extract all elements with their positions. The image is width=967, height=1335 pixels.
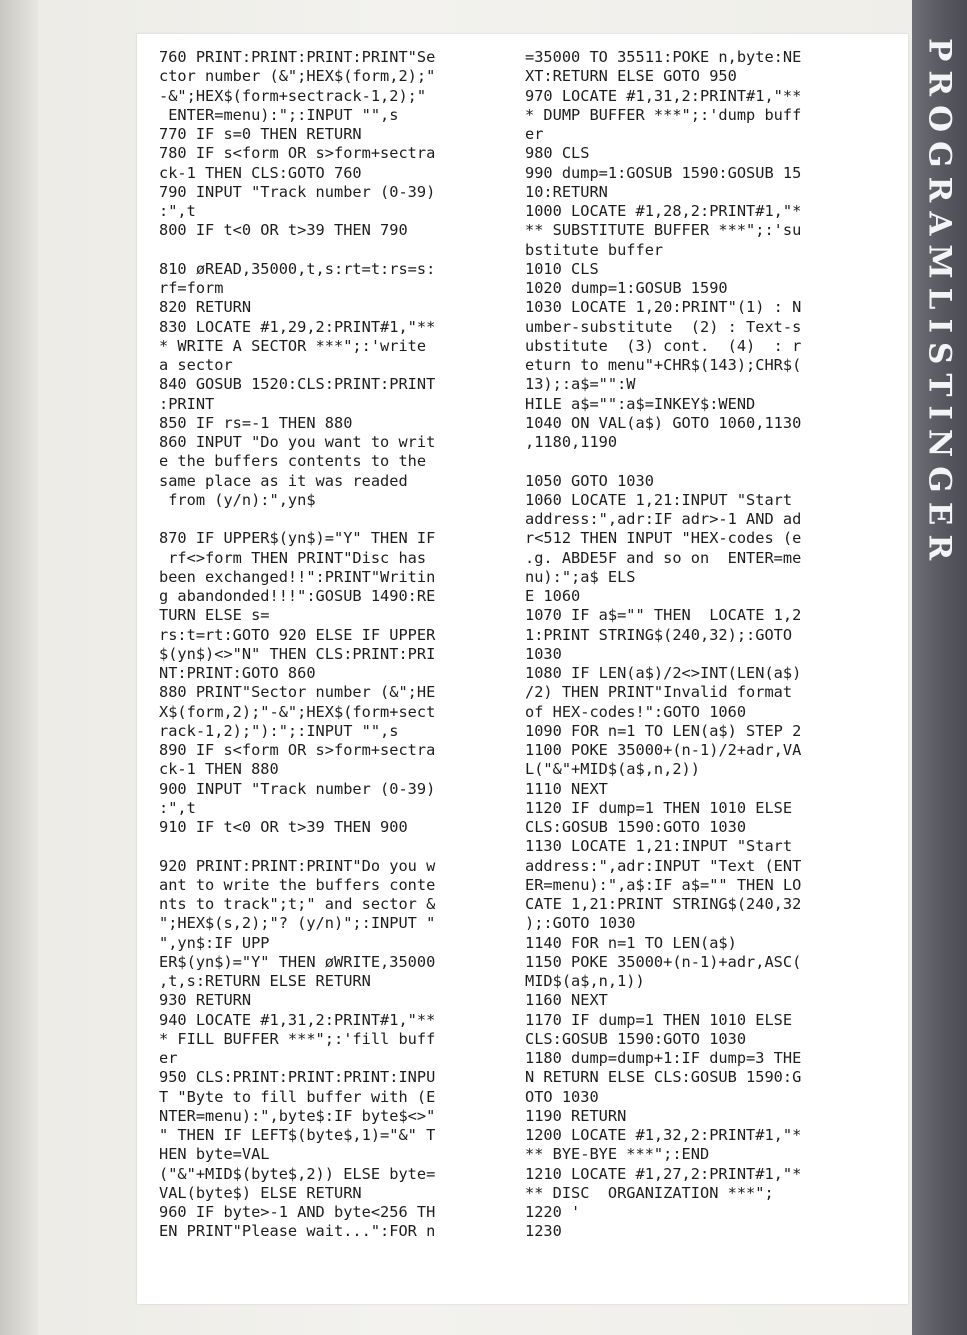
code-line: NT:PRINT:GOTO 860 (159, 664, 316, 682)
code-line: rf<>form THEN PRINT"Disc has (159, 548, 427, 567)
section-band (912, 0, 967, 1335)
code-line: OTO 1030 (525, 1087, 599, 1106)
code-line: 1150 POKE 35000+(n-1)+adr,ASC( (525, 952, 802, 971)
code-line: rf=form (159, 279, 224, 297)
code-line: ** SUBSTITUTE BUFFER ***";:'su (525, 221, 802, 240)
code-line: 10:RETURN (525, 182, 608, 201)
code-line: 1210 LOCATE #1,27,2:PRINT#1,"* (525, 1164, 802, 1183)
code-line: a sector (159, 356, 233, 374)
code-line: 870 IF UPPER$(yn$)="Y" THEN IF (159, 529, 436, 548)
code-line: 950 CLS:PRINT:PRINT:PRINT:INPU (159, 1068, 436, 1087)
code-line: 1070 IF a$="" THEN LOCATE 1,2 (525, 606, 802, 625)
code-line: 890 IF s<form OR s>form+sectra (159, 741, 436, 759)
code-line: CLS:GOSUB 1590:GOTO 1030 (525, 818, 747, 836)
code-line: EN PRINT"Please wait...":FOR n (159, 1222, 436, 1241)
code-line: ER=menu):",a$:IF a$="" THEN LO (525, 875, 802, 894)
code-line: );:GOTO 1030 (525, 914, 636, 933)
code-line: :",t (159, 202, 196, 220)
code-line: 1200 LOCATE #1,32,2:PRINT#1,"* (525, 1126, 802, 1144)
code-line: NTER=menu):",byte$:IF byte$<>" (159, 1106, 436, 1125)
code-line: 980 CLS (525, 144, 590, 163)
code-line: address:",adr:IF adr>-1 AND ad (525, 510, 802, 528)
code-line (525, 452, 883, 471)
code-line: umber-substitute (2) : Text-s (525, 317, 802, 336)
code-line: CATE 1,21:PRINT STRING$(240,32 (525, 895, 802, 913)
code-line (159, 510, 517, 529)
code-line: ck-1 THEN CLS:GOTO 760 (159, 163, 362, 182)
code-line: HEN byte=VAL (159, 1145, 270, 1164)
code-line: 780 IF s<form OR s>form+sectra (159, 144, 436, 163)
code-line: 13);:a$="":W (525, 375, 636, 394)
code-line: nu):";a$ ELS (525, 567, 636, 586)
code-line: 1:PRINT STRING$(240,32);:GOTO (525, 625, 793, 644)
section-title (917, 38, 961, 570)
code-line: ,1180,1190 (525, 433, 618, 451)
code-line: bstitute buffer (525, 240, 664, 259)
code-line: 770 IF s=0 THEN RETURN (159, 125, 362, 143)
code-line: ant to write the buffers conte (159, 875, 436, 894)
code-line: rack-1,2);"):";:INPUT "",s (159, 721, 399, 740)
code-line: X$(form,2);"-&";HEX$(form+sect (159, 702, 436, 721)
code-line: HILE a$="":a$=INKEY$:WEND (525, 394, 756, 413)
code-line: 960 IF byte>-1 AND byte<256 TH (159, 1203, 436, 1221)
code-line: ** DISC ORGANIZATION ***"; (525, 1183, 774, 1202)
code-line: 810 øREAD,35000,t,s:rt=t:rs=s: (159, 259, 436, 278)
code-line: 1030 LOCATE 1,20:PRINT"(1) : N (525, 298, 802, 317)
code-line: E 1060 (525, 587, 581, 605)
code-line: been exchanged!!":PRINT"Writin (159, 567, 436, 586)
code-line: =35000 TO 35511:POKE n,byte:NE (525, 48, 802, 66)
spine-shadow (0, 0, 38, 1335)
code-line (159, 241, 517, 260)
code-line: 970 LOCATE #1,31,2:PRINT#1,"** (525, 86, 802, 105)
code-line: 910 IF t<0 OR t>39 THEN 900 (159, 818, 408, 836)
code-line: L("&"+MID$(a$,n,2)) (525, 760, 700, 779)
code-line: ("&"+MID$(byte$,2)) ELSE byte= (159, 1164, 436, 1183)
code-line: 1180 dump=dump+1:IF dump=3 THE (525, 1049, 802, 1067)
code-line: 1050 GOTO 1030 (525, 471, 654, 490)
code-line (159, 837, 517, 856)
code-line: eturn to menu"+CHR$(143);CHR$( (525, 356, 802, 374)
code-line: 830 LOCATE #1,29,2:PRINT#1,"** (159, 317, 436, 336)
code-line: :PRINT (159, 394, 215, 413)
code-line: ER$(yn$)="Y" THEN øWRITE,35000 (159, 952, 436, 971)
code-line: MID$(a$,n,1)) (525, 972, 645, 990)
code-line: 1110 NEXT (525, 779, 608, 798)
code-line: 930 RETURN (159, 991, 252, 1010)
code-line: CLS:GOSUB 1590:GOTO 1030 (525, 1029, 747, 1048)
code-line: ctor number (&";HEX$(form,2);" (159, 67, 436, 86)
code-line: 1080 IF LEN(a$)/2<>INT(LEN(a$) (525, 664, 802, 682)
code-line: 1040 ON VAL(a$) GOTO 1060,1130 (525, 413, 802, 432)
code-line: 900 INPUT "Track number (0-39) (159, 779, 436, 798)
code-line: 940 LOCATE #1,31,2:PRINT#1,"** (159, 1010, 436, 1029)
code-line: * WRITE A SECTOR ***";:'write (159, 336, 427, 355)
code-line: ubstitute (3) cont. (4) : r (525, 336, 802, 355)
code-line: ,t,s:RETURN ELSE RETURN (159, 972, 371, 990)
code-line: 1160 NEXT (525, 991, 608, 1010)
code-line: ";HEX$(s,2);"? (y/n)";:INPUT " (159, 914, 436, 933)
listing-column-left (159, 48, 517, 1242)
code-line: 990 dump=1:GOSUB 1590:GOSUB 15 (525, 163, 802, 182)
code-line: er (525, 125, 544, 143)
code-line: ck-1 THEN 880 (159, 760, 279, 779)
code-line: * DUMP BUFFER ***";:'dump buff (525, 105, 802, 124)
code-line: 860 INPUT "Do you want to writ (159, 433, 436, 451)
code-line: 1190 RETURN (525, 1106, 627, 1125)
code-line: 820 RETURN (159, 298, 252, 317)
code-line: 1060 LOCATE 1,21:INPUT "Start (525, 490, 793, 509)
code-line: 1000 LOCATE #1,28,2:PRINT#1,"* (525, 202, 802, 220)
section-title-text: PROGRAMLISTINGER (921, 38, 958, 570)
code-line: same place as it was readed (159, 471, 408, 490)
code-line: VAL(byte$) ELSE RETURN (159, 1183, 362, 1202)
code-line: 800 IF t<0 OR t>39 THEN 790 (159, 221, 408, 240)
code-line: 1140 FOR n=1 TO LEN(a$) (525, 933, 737, 952)
code-line: 1220 ' (525, 1203, 581, 1221)
code-line: T "Byte to fill buffer with (E (159, 1087, 436, 1106)
code-line: ** BYE-BYE ***";:END (525, 1145, 710, 1164)
code-line: ENTER=menu):";:INPUT "",s (159, 105, 399, 124)
code-line: g abandonded!!!":GOSUB 1490:RE (159, 587, 436, 605)
code-line: 1020 dump=1:GOSUB 1590 (525, 279, 728, 297)
code-line: 790 INPUT "Track number (0-39) (159, 182, 436, 201)
code-line: rs:t=rt:GOTO 920 ELSE IF UPPER (159, 625, 436, 644)
code-line: 920 PRINT:PRINT:PRINT"Do you w (159, 856, 436, 875)
code-line: 1120 IF dump=1 THEN 1010 ELSE (525, 798, 793, 817)
code-line: -&";HEX$(form+sectrack-1,2);" (159, 86, 427, 105)
code-line: 1010 CLS (525, 259, 599, 278)
code-line: * FILL BUFFER ***";:'fill buff (159, 1029, 436, 1048)
code-line: " THEN IF LEFT$(byte$,1)="&" T (159, 1126, 436, 1144)
code-line: 1100 POKE 35000+(n-1)/2+adr,VA (525, 741, 802, 759)
code-line: :",t (159, 798, 196, 817)
code-line: 880 PRINT"Sector number (&";HE (159, 683, 436, 702)
listing-column-right (525, 48, 883, 1242)
code-line: 850 IF rs=-1 THEN 880 (159, 413, 353, 432)
code-line: address:",adr:INPUT "Text (ENT (525, 856, 802, 875)
code-line: r<512 THEN INPUT "HEX-codes (e (525, 529, 802, 548)
code-line: nts to track";t;" and sector & (159, 895, 436, 913)
code-line: XT:RETURN ELSE GOTO 950 (525, 67, 737, 86)
code-line: er (159, 1049, 178, 1067)
code-line: of HEX-codes!":GOTO 1060 (525, 702, 747, 721)
code-line: ",yn$:IF UPP (159, 933, 270, 952)
code-line: from (y/n):",yn$ (159, 490, 316, 509)
code-line: /2) THEN PRINT"Invalid format (525, 683, 793, 702)
code-line: .g. ABDE5F and so on ENTER=me (525, 548, 802, 567)
program-listing (137, 34, 908, 1304)
code-line: 840 GOSUB 1520:CLS:PRINT:PRINT (159, 375, 436, 394)
code-line: 1090 FOR n=1 TO LEN(a$) STEP 2 (525, 721, 802, 740)
code-line: e the buffers contents to the (159, 452, 427, 471)
code-line: 1130 LOCATE 1,21:INPUT "Start (525, 837, 793, 856)
code-line: TURN ELSE s= (159, 606, 270, 625)
code-line: N RETURN ELSE CLS:GOSUB 1590:G (525, 1068, 802, 1087)
code-line: 1230 (525, 1222, 562, 1241)
code-line: 760 PRINT:PRINT:PRINT:PRINT"Se (159, 48, 436, 66)
code-line: 1170 IF dump=1 THEN 1010 ELSE (525, 1010, 793, 1029)
code-line: $(yn$)<>"N" THEN CLS:PRINT:PRI (159, 644, 436, 663)
code-line: 1030 (525, 644, 562, 663)
